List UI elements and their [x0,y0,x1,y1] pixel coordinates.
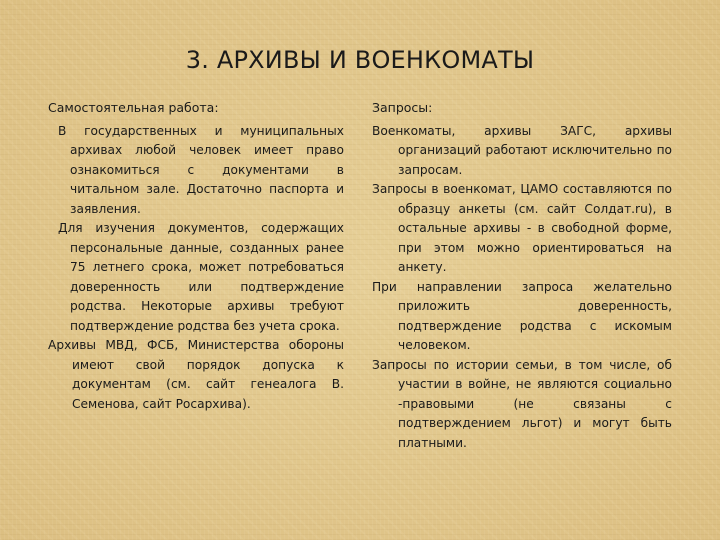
right-paragraph: Запросы в военкомат, ЦАМО составляются по образцу анкеты (см. сайт Солдат.ru), в остальные архивы - в свободной форме, при этом можно ориентироваться на анкету. [372,182,672,274]
right-heading: Запросы: [372,100,433,115]
slide-title: 3. АРХИВЫ И ВОЕНКОМАТЫ [185,46,535,74]
right-column [372,98,672,453]
right-paragraph: Военкоматы, архивы ЗАГС, архивы организаций работают исключительно по запросам. [372,123,672,177]
left-heading: Самостоятельная работа: [48,100,219,115]
left-column [48,98,344,414]
left-paragraph: Архивы МВД, ФСБ, Министерства обороны имеют свой порядок допуска к документам (см. сайт генеалога В. Семенова, сайт Росархива). [48,338,344,411]
right-paragraph: Запросы по истории семьи, в том числе, об участии в войне, не являются социально -правовыми (не связаны с подтверждением льгот) и могут быть платными. [372,357,672,450]
left-paragraph: Для изучения документов, содержащих персональные данные, созданных ранее 75 летнего срока, может потребоваться доверенность или подтверждение родства. Некоторые архивы требуют подтверждение родства без учета срока. [58,221,344,333]
right-paragraph: При направлении запроса желательно приложить доверенность, подтверждение родства с искомым человеком. [372,279,672,352]
left-paragraph: В государственных и муниципальных архивах любой человек имеет право ознакомиться с документами в читальном зале. Достаточно паспорта и заявления. [58,123,344,216]
